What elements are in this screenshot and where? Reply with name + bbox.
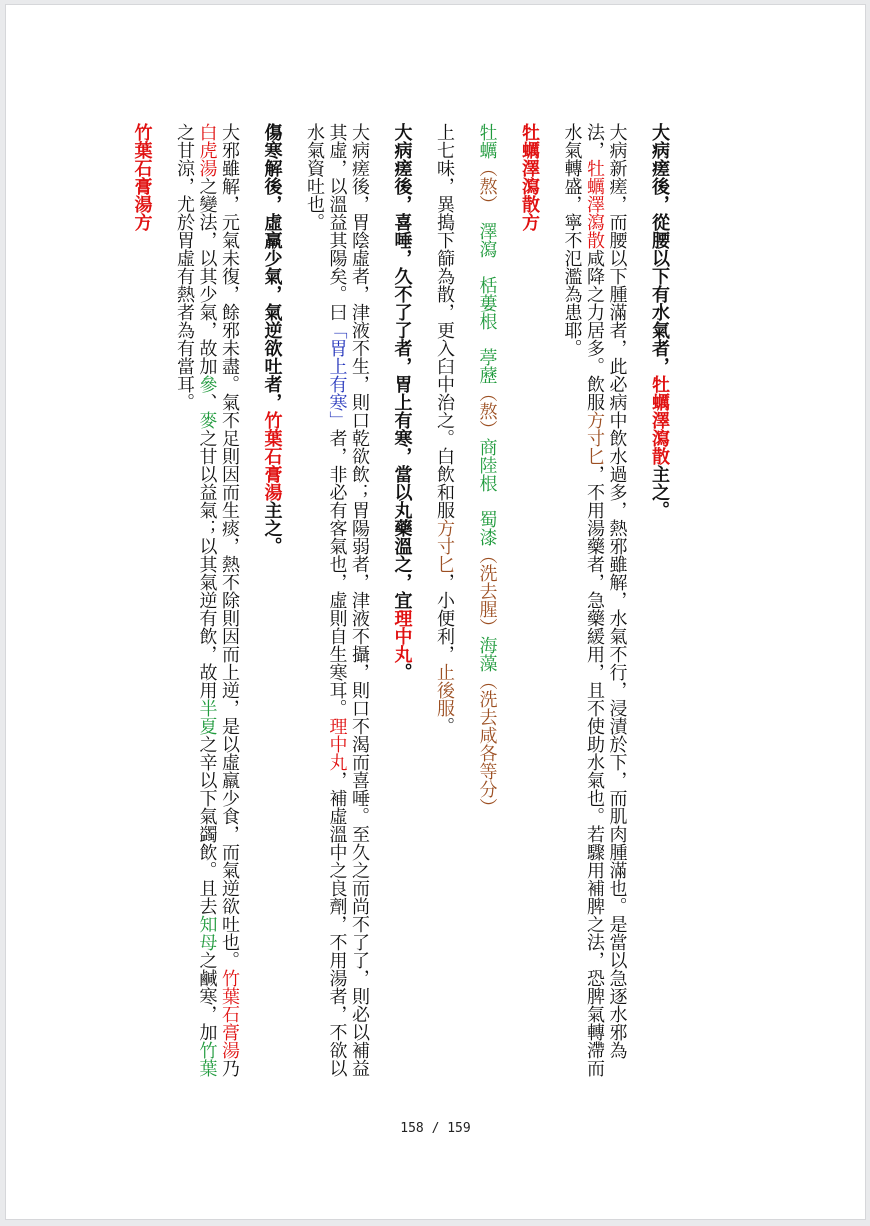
text-run: 大邪雖解，元氣未復，餘邪未盡。氣不足則因而生痰，熱不除則因而上逆，是以虛羸少食，而氣逆欲吐也。 [219,123,240,969]
paragraph [560,123,628,1083]
text-run: 上七味，異搗下篩為散，更入臼中治之。白飲和服 [434,123,455,519]
document-page [5,4,866,1220]
text-run: 牡蠣澤瀉散 [584,159,605,249]
paragraph [475,123,498,1083]
text-run: 乃 [219,1059,240,1077]
text-run: 知母 [196,915,218,951]
text-run: 竹葉石膏湯方 [131,123,153,231]
text-run: 海藻 [476,636,498,672]
text-run: 方寸匕 [434,519,455,573]
text-run: 理中丸 [326,717,348,771]
text-run: 參 [196,375,218,393]
text-run: 、 [196,393,218,411]
text-run: 牡蠣澤瀉散方 [519,123,540,231]
text-run: 麥 [196,411,218,429]
paragraph [173,123,241,1083]
text-run: 傷寒解後，虛羸少氣，氣逆欲吐者， [261,123,283,411]
text-run: 者，非必有客氣也，虛則自生寒耳。 [326,429,348,717]
text-run: 商陸根 蜀漆 [476,438,498,546]
text-run: （洗去腥） [476,546,498,636]
text-run: 大病新瘥，而腰以下腫滿者，此必病中飲水過多，熱邪雖解，水氣不行，浸漬於下，而肌肉腫滿也。是當以急逐水邪為法， [584,123,628,1059]
text-run: 竹葉 [196,1041,218,1077]
text-run: 澤瀉 栝蔞根 葶藶 [476,204,498,384]
text-run: 主之。 [261,501,283,555]
text-run: 方寸匕 [584,411,605,465]
text-run: 白虎湯 [196,123,218,177]
text-run: （洗去咸各等分） [476,672,498,816]
text-run: 止後服 [434,663,455,717]
paragraph [390,123,413,1083]
paragraph [303,123,371,1083]
paragraph [648,123,671,1083]
text-run: 理中丸 [391,609,413,663]
text-run: 之鹹寒，加 [196,951,218,1041]
text-run: 大病瘥後，從腰以下有水氣者， [649,123,670,375]
text-run: 半夏 [196,699,218,735]
text-run: 之甘涼，尤於胃虛有熱者為有當耳。 [174,123,195,411]
paragraph [130,123,153,1083]
text-run: 之辛以下氣蠲飲。且去 [196,735,218,915]
text-run: 大病瘥後，胃陰虛者，津液不生，則口乾欲飲；胃陽弱者，津液不攝，則口不渴而喜唾。至久之而尚不了了，則必以補益其虛，以溫益其陽矣。曰 [326,123,370,1077]
text-run: 之甘以益氣；以其氣逆有飲，故用 [196,429,218,699]
text-run: 。 [434,717,455,735]
text-run: 「胃上有寒」 [326,321,348,429]
text-run: 牡蠣澤瀉散 [649,375,670,465]
text-run: 主之。 [649,465,670,519]
paragraph [260,123,283,1083]
text-run: （熬） [476,159,498,204]
text-run: 咸降之力居多。飲服 [584,249,605,411]
text-run: 竹葉石膏湯 [219,969,240,1059]
paragraph [433,123,456,1083]
text-run: 竹葉石膏湯 [261,411,283,501]
text-run: ，補虛溫中之良劑，不用湯者，不欲以水氣資吐也。 [304,123,348,1077]
paragraph [518,123,541,1083]
text-run: ，小便利， [434,573,455,663]
text-run: 。 [391,663,413,681]
text-run: 大病瘥後，喜唾，久不了了者，胃上有寒，當以丸藥溫之，宜 [391,123,413,609]
text-run: 牡蠣 [476,123,498,159]
text-run: 之變法，以其少氣，故加 [196,177,218,375]
page-number: 158 / 159 [400,1121,471,1136]
text-run: （熬） [476,384,498,438]
text-run: ，不用湯藥者，急藥緩用，且不使助水氣也。若驟用補脾之法，恐脾氣轉滯而水氣轉盛，寧不氾濫為患耶。 [561,123,605,1077]
vertical-text-body [130,123,670,1083]
